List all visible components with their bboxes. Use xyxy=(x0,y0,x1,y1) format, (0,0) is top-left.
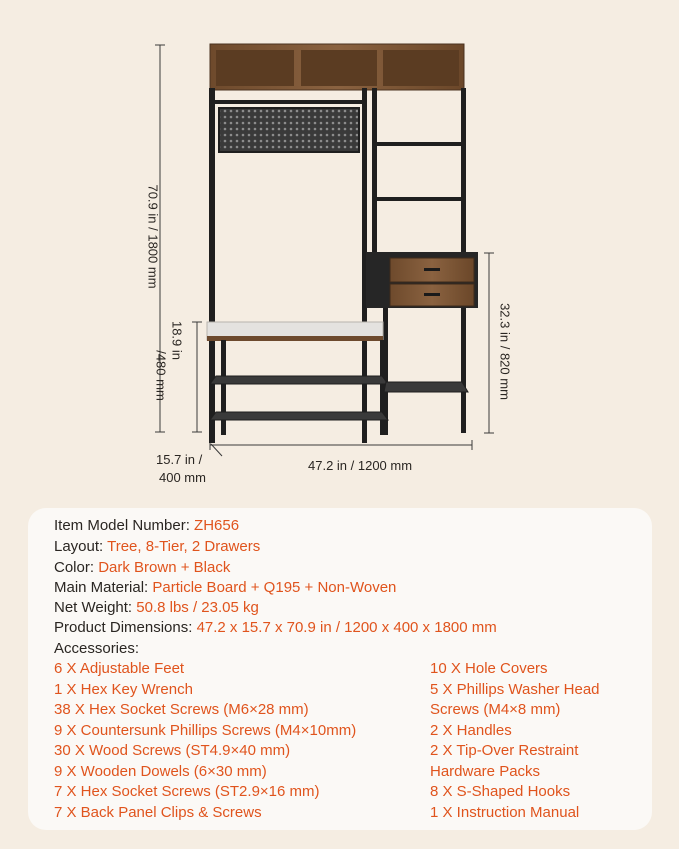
spec-card xyxy=(28,508,652,830)
depth-label-line2: 400 mm xyxy=(159,470,206,485)
spec-material: Main Material: Particle Board + Q195 + Non-Woven xyxy=(54,579,397,596)
list-item: 8 X S-Shaped Hooks xyxy=(430,783,571,800)
list-item: 9 X Wooden Dowels (6×30 mm) xyxy=(54,763,267,780)
list-item: 7 X Hex Socket Screws (ST2.9×16 mm) xyxy=(54,783,320,800)
bench-height-label-line1: 18.9 in xyxy=(169,320,185,361)
list-item: 10 X Hole Covers xyxy=(430,660,548,677)
list-item: 7 X Back Panel Clips & Screws xyxy=(54,804,262,821)
list-item: 30 X Wood Screws (ST4.9×40 mm) xyxy=(54,742,291,759)
height-total-label: 70.9 in / 1800 mm xyxy=(145,184,161,289)
spec-layout: Layout: Tree, 8-Tier, 2 Drawers xyxy=(54,538,261,555)
shoe-shelves xyxy=(210,376,468,420)
spec-color: Color: Dark Brown + Black xyxy=(54,559,231,576)
bench-height-label-line2: /480 mm xyxy=(153,350,169,401)
depth-label-line1: 15.7 in / xyxy=(156,452,203,467)
top-shelf-cubbies xyxy=(210,44,464,90)
list-item: 1 X Hex Key Wrench xyxy=(54,681,193,698)
dimension-lines xyxy=(155,45,494,456)
list-item: 5 X Phillips Washer Head xyxy=(430,681,600,698)
list-item: 1 X Instruction Manual xyxy=(430,804,580,821)
width-label: 47.2 in / 1200 mm xyxy=(308,458,413,473)
list-item: 9 X Countersunk Phillips Screws (M4×10mm) xyxy=(54,722,357,739)
drawer-unit xyxy=(366,252,478,308)
list-item: 6 X Adjustable Feet xyxy=(54,660,185,677)
list-item: Screws (M4×8 mm) xyxy=(430,701,561,718)
spec-weight: Net Weight: 50.8 lbs / 23.05 kg xyxy=(54,599,259,616)
list-item: Hardware Packs xyxy=(430,763,541,780)
mesh-panel xyxy=(219,108,359,152)
spec-dimensions: Product Dimensions: 47.2 x 15.7 x 70.9 in / 1200 x 400 x 1800 mm xyxy=(54,619,497,636)
spec-model: Item Model Number: ZH656 xyxy=(54,517,240,534)
list-item: 38 X Hex Socket Screws (M6×28 mm) xyxy=(54,701,309,718)
accessories-heading: Accessories: xyxy=(54,640,140,657)
side-height-label: 32.3 in / 820 mm xyxy=(497,303,513,400)
list-item: 2 X Tip-Over Restraint xyxy=(430,742,579,759)
list-item: 2 X Handles xyxy=(430,722,512,739)
